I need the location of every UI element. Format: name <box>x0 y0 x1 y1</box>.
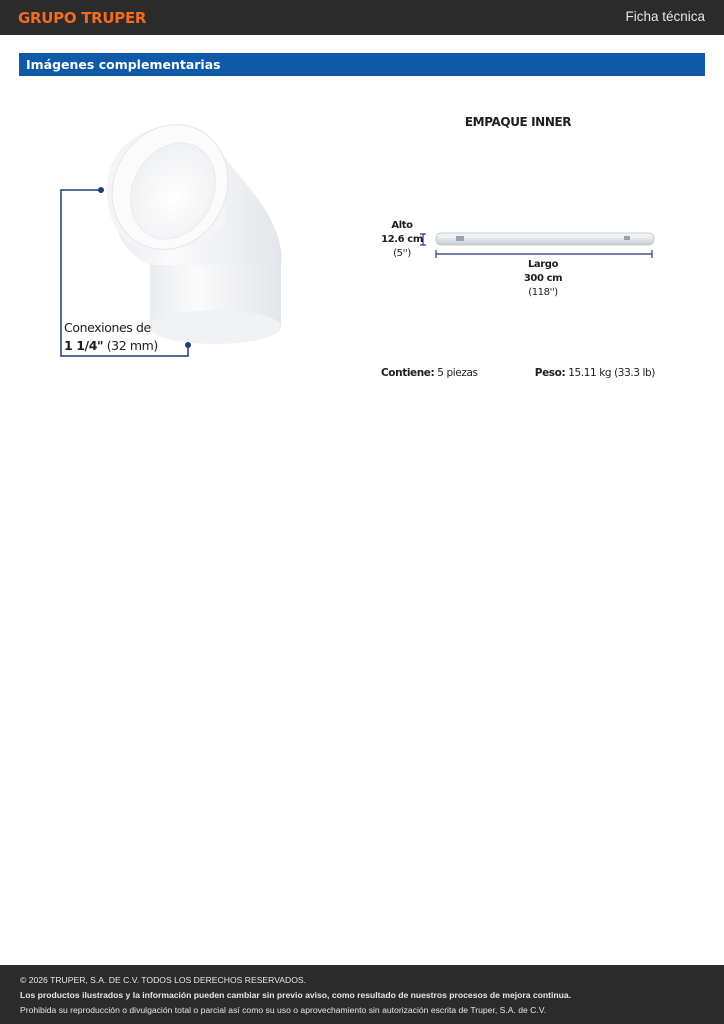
top-header-bar <box>0 0 724 35</box>
contents-value: 5 piezas <box>437 367 478 379</box>
length-dimension <box>513 258 573 300</box>
length-inches: (118'') <box>528 287 558 298</box>
footer-copyright: © 2026 TRUPER, S.A. DE C.V. TODOS LOS DERECHOS RESERVADOS. <box>20 975 307 985</box>
connection-label-line1: Conexiones de <box>64 320 151 335</box>
length-label: Largo <box>527 259 559 270</box>
contents-info <box>381 367 478 379</box>
page-footer <box>0 965 724 1024</box>
height-cm: 12.6 cm <box>381 234 423 245</box>
connection-size-inches: 1 1/4" <box>64 338 104 353</box>
footer-prohibition: Prohibida su reproducción o divulgación total o parcial así como su uso o aprovechamiento sin autorización escrita de Truper, S.A. de C.V. <box>20 1005 547 1015</box>
weight-label: Peso: <box>534 367 566 379</box>
weight-value: 15.11 kg (33.3 lb) <box>568 367 655 379</box>
packaging-title: EMPAQUE INNER <box>464 115 572 129</box>
document-type-label: Ficha técnica <box>625 9 705 24</box>
height-dimension <box>380 219 424 261</box>
section-header-bar <box>19 53 705 76</box>
brand-logo: GRUPO TRUPER <box>18 9 147 27</box>
weight-info <box>535 367 655 379</box>
footer-notice: Los productos ilustrados y la información pueden cambiar sin previo aviso, como resultado de nuestros procesos de mejora continua. <box>20 990 572 1000</box>
contents-label: Contiene: <box>381 367 435 379</box>
height-label: Alto <box>391 220 413 231</box>
length-cm: 300 cm <box>523 273 563 284</box>
section-title: Imágenes complementarias <box>26 57 221 72</box>
connection-size-metric: (32 mm) <box>106 338 158 353</box>
connection-size-label <box>64 319 158 355</box>
height-inches: (5'') <box>393 248 411 259</box>
